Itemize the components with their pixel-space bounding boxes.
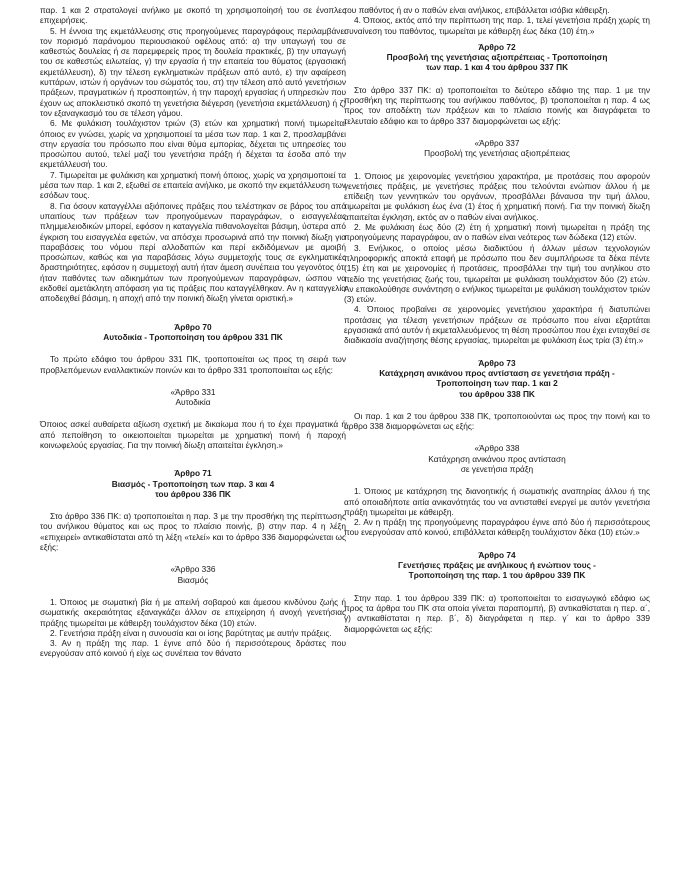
spacer <box>344 581 650 593</box>
spacer <box>40 407 346 419</box>
article-heading: Γενετήσιες πράξεις με ανήλικους ή ενώπιον τους - <box>398 560 596 571</box>
article-title: «Άρθρο 336 <box>170 564 216 575</box>
spacer <box>344 126 650 138</box>
article-heading: του άρθρου 338 ΠΚ <box>459 388 535 399</box>
article-heading: Κατάχρηση ανικάνου προς αντίσταση σε γενετήσια πράξη - <box>379 367 615 378</box>
article-title: «Άρθρο 338 <box>474 443 520 454</box>
paragraph: Στην παρ. 1 του άρθρου 339 ΠΚ: α) τροποποιείται το εισαγωγικό εδάφιο ως προς τα άρθρα του ΠΚ στα οποία γίνεται παραπομπή, β) αντικαθίσταται η περ. α΄, γ) αντικαθίσταται η περ. β΄, δ) διαγράφεται η περ. γ΄ και το άρθρο 339 διαμορφώνεται ως εξής: <box>344 592 650 634</box>
spacer <box>344 73 650 85</box>
article-heading: Τροποποίηση της παρ. 1 του άρθρου 339 ΠΚ <box>408 570 586 581</box>
spacer <box>344 538 650 550</box>
article-heading: Άρθρο 71 <box>174 468 212 479</box>
paragraph: Το πρώτο εδάφιο του άρθρου 331 ΠΚ, τροποποιείται ως προς τη σειρά των προβλεπόμενων εναλλακτικών ποινών και το άρθρο 331 τροποποιείται ως εξής: <box>40 354 346 375</box>
article-heading: των παρ. 1 και 4 του άρθρου 337 ΠΚ <box>425 62 569 73</box>
spacer <box>344 159 650 171</box>
spacer <box>344 474 650 486</box>
left-column <box>40 5 346 659</box>
article-title: «Άρθρο 331 <box>170 386 216 397</box>
paragraph: Στο άρθρο 336 ΠΚ: α) τροποποιείται η παρ. 3 με την προσθήκη της περίπτωσης του ανήλικου θύματος και ως προς το πλαίσιο ποινής, β) στην παρ. 4 η λέξη «επιχειρεί» αντικαθίσταται από τη λέξη «τελεί» και το άρθρο 336 διαμορφώνεται ως εξής: <box>40 511 346 553</box>
spacer <box>344 399 650 411</box>
right-column <box>344 5 650 634</box>
article-title: Αυτοδικία <box>175 397 211 408</box>
article-heading: Αυτοδικία - Τροποποίηση του άρθρου 331 ΠΚ <box>103 331 283 342</box>
paragraph: 1. Όποιος με σωματική βία ή με απειλή σοβαρού και άμεσου κινδύνου ζωής ή σωματικής ακεραιότητας εξαναγκάζει άλλον σε επιχείρηση ή ανοχή γενετήσιας πράξης τιμωρείται με κάθειρξη τουλάχιστον δέκα (10) ετών. <box>40 596 346 628</box>
paragraph: 1. Όποιος με κατάχρηση της διανοητικής ή σωματικής αναπηρίας άλλου ή της από οποιαδήποτε αιτία ανικανότητάς του να αντισταθεί ενεργεί με αυτόν γενετήσια πράξη τιμωρείται με κάθειρξη. <box>344 486 650 517</box>
paragraph: παρ. 1 και 2 στρατολογεί ανήλικο με σκοπό τη χρησιμοποίησή του σε ένοπλες επιχειρήσεις. <box>40 5 346 26</box>
article-heading: Βιασμός - Τροποποίηση των παρ. 3 και 4 <box>111 478 275 489</box>
article-heading: Τροποποίηση των παρ. 1 και 2 <box>436 378 558 389</box>
paragraph: 6. Με φυλάκιση τουλάχιστον τριών (3) ετών και χρηματική ποινή τιμωρείται όποιος εν γνώσει, χωρίς να χρησιμοποιεί τα μέσα των παρ. 1 και 2, προσλαμβάνει στην εργασία του πρόσωπο που είναι θύμα εμπορίας, δέχεται τις υπηρεσίες του προσώπου αυτού, τελεί μαζί του γενετήσια πράξη ή δέχεται τα έσοδα από την εκμετάλλευσή του. <box>40 118 346 170</box>
paragraph: 2. Με φυλάκιση έως δύο (2) έτη ή χρηματική ποινή τιμωρείται η πράξη της προηγούμενης παραγράφου, αν ο παθών είναι νεότερος των δώδεκα (12) ετών. <box>344 222 650 243</box>
paragraph: Όποιος ασκεί αυθαίρετα αξίωση σχετική με δικαίωμα που ή το έχει πραγματικά ή από πεποίθηση το οικειοποιείται τιμωρείται με χρηματική ποινή ή παροχή κοινωφελούς εργασίας. Για την ποινική δίωξη απαιτείται έγκληση.» <box>40 419 346 450</box>
paragraph: Οι παρ. 1 και 2 του άρθρου 338 ΠΚ, τροποποιούνται ως προς την ποινή και το άρθρο 338 διαμορφώνεται ως εξής: <box>344 410 650 432</box>
paragraph: 5. Η έννοια της εκμετάλλευσης στις προηγούμενες παραγράφους περιλαμβάνει τον πορισμό παράνομου περιουσιακού οφέλους από: α) την υπαγωγή του σε καθεστώς δουλείας ή σε παρεμφερείς προς τη δουλεία πρακτικές, β) την υπαγωγή του σε καθεστώς ειλωτείας, γ) την εργασία ή την επαιτεία του θύματος (εργασιακή εκμετάλλευση), δ) την τέλεση εγκληματικών πράξεων από αυτό, ε) την αφαίρεση κυττάρων, ιστών ή οργάνων του σώματός του, στ) την τέλεση από αυτό γενετήσιων πράξεων, πραγματικών ή προσποιητών, ή την παροχή εργασίας ή υπηρεσιών που έχουν ως αποκλειστικό σκοπό τη γενετήσια διέγερση (γενετήσια εκμετάλλευση) ή ζ) τον εξαναγκασμό του σε τέλεση γάμου. <box>40 25 346 118</box>
spacer <box>40 342 346 354</box>
article-title: σε γενετήσια πράξη <box>460 463 534 474</box>
article-heading: Άρθρο 72 <box>478 41 516 52</box>
article-heading: του άρθρου 336 ΠΚ <box>155 488 231 499</box>
paragraph: 4. Όποιος, εκτός από την περίπτωση της παρ. 1, τελεί γενετήσια πράξη χωρίς τη συναίνεση του παθόντος, τιμωρείται με κάθειρξη έως δέκα (10) έτη.» <box>344 15 650 36</box>
paragraph: 8. Για όσουν καταγγέλλει αξιόποινες πράξεις που τελέστηκαν σε βάρος του από υπαιτίους των πράξεων των προηγούμενων παραγράφων, ο εισαγγελέας πλημμελειοδικών μπορεί, εφόσον η καταγγελία πιθανολογείται βάσιμη, ύστερα από έγκριση του εισαγγελέα εφετών, να απόσχει προσωρινά από την ποινική δίωξη για παραβάσεις του νόμου περί αλλοδαπών και περί εκδιδόμενων με αμοιβή προσώπων, καθώς και για παραβάσεις λόγω συμμετοχής τους σε εγκληματικές δραστηριότητες, εφόσον η συμμετοχή αυτή ήταν άμεση συνέπεια του γεγονότος ότι ήταν παθόντες των αδικημάτων των προηγούμενων παραγράφων, ώσπου να εκδοθεί αμετάκλητη απόφαση για τις πράξεις που καταγγέλθηκαν. Αν η καταγγελία αποδειχθεί βάσιμη, η αποχή από την ποινική δίωξη γίνεται οριστική.» <box>40 200 346 304</box>
paragraph: του παθόντος ή αν ο παθών είναι ανήλικος, επιβάλλεται ισόβια κάθειρξη. <box>344 5 610 15</box>
paragraph: 3. Ενήλικος, ο οποίος μέσω διαδικτύου ή άλλων μέσων τεχνολογιών πληροφορικής αποκτά επαφή με πρόσωπο που δεν συμπλήρωσε τα δέκα πέντε (15) έτη και με χειρονομίες ή προτάσεις, προσβάλλει την τιμή του ανηλίκου στο πεδίο της γενετήσιας ζωής του, τιμωρείται με φυλάκιση τουλάχιστον δύο (2) ετών. Αν επακολούθησε συνάντηση ο ενήλικος τιμωρείται με φυλάκιση τουλάχιστον τριών (3) ετών. <box>344 242 650 305</box>
spacer <box>40 552 346 564</box>
spacer <box>344 431 650 443</box>
article-heading: Άρθρο 73 <box>478 357 516 368</box>
spacer <box>40 375 346 387</box>
paragraph: 3. Αν η πράξη της παρ. 1 έγινε από δύο ή περισσότερους δράστες που ενεργούσαν από κοινού ή είχε ως συνέπεια τον θάνατο <box>40 638 346 659</box>
paragraph: Στο άρθρο 337 ΠΚ: α) τροποποιείται το δεύτερο εδάφιο της παρ. 1 με την προσθήκη της περίπτωσης του ανήλικου παθόντος, β) τροποποιείται η παρ. 4 ως προς τον αποδέκτη των πράξεων και το πλαίσιο ποινής και διαγράφεται το τελευταίο εδάφιο και το άρθρο 337 διαμορφώνεται ως εξής: <box>344 84 650 126</box>
spacer <box>344 346 650 358</box>
article-title: Βιασμός <box>177 574 209 585</box>
spacer <box>40 450 346 468</box>
spacer <box>40 585 346 597</box>
spacer <box>40 499 346 511</box>
article-heading: Προσβολή της γενετήσιας αξιοπρέπειας - Τροποποίηση <box>386 52 608 63</box>
paragraph: 4. Όποιος προβαίνει σε χειρονομίες γενετήσιου χαρακτήρα ή διατυπώνει προτάσεις για τέλεση γενετήσιων πράξεων σε πρόσωπο που είναι εξαρτάται εργασιακά από αυτόν ή εκμεταλλευόμενος τη θέση προσώπου που έχει ενταχθεί σε διαδικασία αναζήτησης θέσης εργασίας, τιμωρείται με φυλάκιση έως τρία (3) έτη.» <box>344 304 650 346</box>
article-title: «Άρθρο 337 <box>474 137 520 148</box>
article-heading: Άρθρο 74 <box>478 549 516 560</box>
article-title: Κατάχρηση ανικάνου προς αντίσταση <box>428 453 566 464</box>
article-heading: Άρθρο 70 <box>174 321 212 332</box>
paragraph: 2. Αν η πράξη της προηγούμενης παραγράφου έγινε από δύο ή περισσότερους που ενεργούσαν από κοινού, επιβάλλεται κάθειρξη τουλάχιστον δέκα (10) ετών.» <box>344 517 650 538</box>
article-title: Προσβολή της γενετήσιας αξιοπρέπειας <box>424 148 570 159</box>
spacer <box>40 304 346 322</box>
paragraph: 7. Τιμωρείται με φυλάκιση και χρηματική ποινή όποιος, χωρίς να χρησιμοποιεί τα μέσα των παρ. 1 και 2, εξωθεί σε επαιτεία ανήλικο, με σκοπό την εκμετάλλευση των εσόδων τους. <box>40 169 346 201</box>
paragraph: 2. Γενετήσια πράξη είναι η συνουσία και οι ίσης βαρύτητας με αυτήν πράξεις. <box>50 627 332 638</box>
paragraph: 1. Όποιος με χειρονομίες γενετήσιου χαρακτήρα, με προτάσεις που αφορούν γενετήσιες πράξεις, με γενετήσιες πράξεις που τελούνται ενώπιον άλλου ή με επίδειξη των γεννητικών του οργάνων, προσβάλλει βάναυσα την τιμή άλλου, τιμωρείται με φυλάκιση έως ένα (1) έτος ή χρηματική ποινή. Για την ποινική δίωξη απαιτείται έγκληση, εκτός αν ο παθών είναι ανήλικος. <box>344 170 650 222</box>
